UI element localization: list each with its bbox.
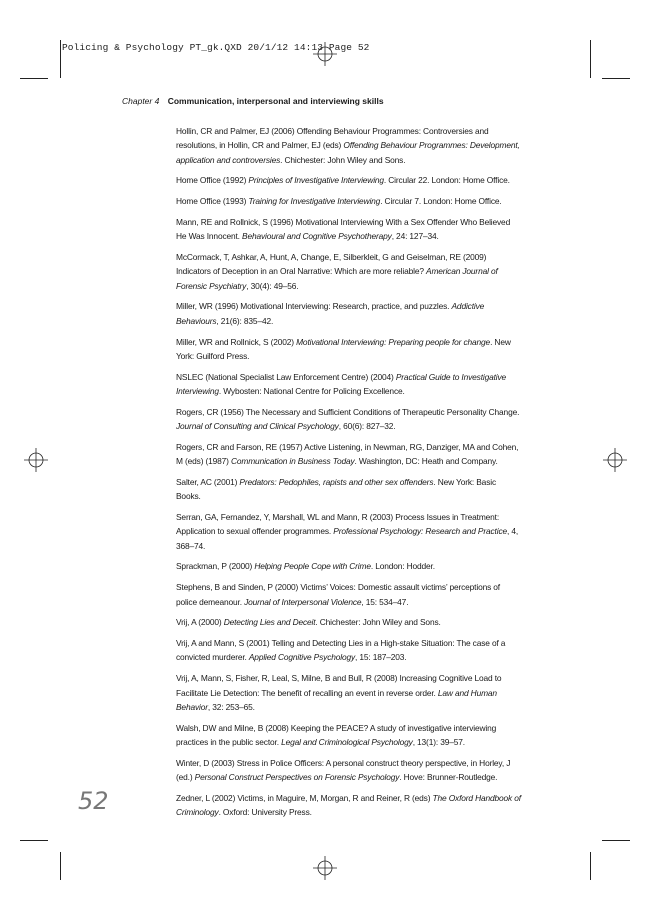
reference-text: . Oxford: University Press. (218, 807, 312, 818)
running-head (122, 96, 384, 106)
reference-text: Hollin, CR and Palmer, EJ (2006) Offending Behaviour Programmes: Controversies and resolutions, in Hollin, CR and Palmer, EJ (eds) (176, 126, 489, 151)
reference-text: . Circular 22. London: Home Office. (383, 175, 510, 186)
crop-mark-bottom-left-vertical (60, 852, 61, 880)
reference-list (176, 124, 522, 826)
reference-text: , 4, 368–74. (176, 526, 519, 551)
reference-text: Miller, WR (1996) Motivational Interviewing: Research, practice, and puzzles. (176, 301, 452, 312)
reference-entry (176, 124, 522, 167)
reference-entry (176, 559, 522, 573)
reference-entry (176, 615, 522, 629)
reference-entry (176, 173, 522, 187)
reference-text: McCormack, T, Ashkar, A, Hunt, A, Change, E, Silberkleit, G and Geiselman, RE (2009) Indicators of Deception in an Oral Narrative: Which are more reliable? (176, 252, 487, 277)
reference-italic-title: Principles of Investigative Interviewing (248, 175, 384, 186)
reference-entry (176, 580, 522, 609)
reference-entry (176, 370, 522, 399)
reference-italic-title: Communication in Business Today (231, 456, 355, 467)
reference-text: Serran, GA, Fernandez, Y, Marshall, WL and Mann, R (2003) Process Issues in Treatment: Application to sexual offender programmes. (176, 512, 500, 537)
reference-entry (176, 475, 522, 504)
reference-text: . Circular 7. London: Home Office. (380, 196, 502, 207)
reference-text: Home Office (1993) (176, 196, 249, 207)
crop-mark-bottom-right-horizontal (602, 840, 630, 841)
chapter-label: Chapter 4 (122, 96, 160, 106)
reference-italic-title: Predators: Pedophiles, rapists and other sex offenders (239, 476, 434, 487)
reference-text: . Wybosten: National Centre for Policing Excellence. (218, 385, 405, 396)
reference-italic-title: American Journal of Forensic Psychiatry (176, 266, 498, 291)
crop-mark-bottom-left-horizontal (20, 840, 48, 841)
reference-italic-title: Training for Investigative Interviewing (248, 196, 381, 207)
reference-entry (176, 636, 522, 665)
reference-italic-title: Addictive Behaviours (176, 301, 485, 326)
reference-entry (176, 440, 522, 469)
registration-mark-top-icon (313, 42, 337, 66)
registration-mark-bottom-icon (313, 856, 337, 880)
crop-mark-top-right-horizontal (602, 78, 630, 79)
reference-text: , 60(6): 827–32. (338, 421, 396, 432)
reference-text: Home Office (1992) (176, 175, 249, 186)
reference-italic-title: Offending Behaviour Programmes: Development, application and controversies (176, 140, 520, 165)
reference-text: Miller, WR and Rollnick, S (2002) (176, 336, 297, 347)
reference-text: Rogers, CR and Farson, RE (1957) Active Listening, in Newman, RG, Danziger, MA and Cohen, M (eds) (1987) (176, 441, 519, 467)
reference-entry (176, 299, 522, 328)
reference-text: Salter, AC (2001) (176, 476, 240, 487)
reference-entry (176, 250, 522, 293)
reference-text: Stephens, B and Sinden, P (2000) Victims’ Voices: Domestic assault victims’ perceptions of police demeanour. (176, 582, 500, 607)
reference-entry (176, 791, 522, 820)
crop-mark-bottom-right-vertical (590, 852, 591, 880)
reference-entry (176, 405, 522, 434)
reference-text: Vrij, A, Mann, S, Fisher, R, Leal, S, Milne, B and Bull, R (2008) Increasing Cognitive Load to Facilitate Lie Detection: The benefit of recalling an event in reverse order. (176, 673, 502, 698)
reference-text: Sprackman, P (2000) (176, 561, 255, 572)
reference-text: . Chichester: John Wiley and Sons. (280, 154, 406, 165)
reference-italic-title: Helping People Cope with Crime (254, 561, 371, 572)
reference-entry (176, 510, 522, 553)
reference-text: , 30(4): 49–56. (246, 280, 299, 291)
crop-mark-top-left-horizontal (20, 78, 48, 79)
reference-italic-title: Journal of Consulting and Clinical Psychology (176, 421, 339, 432)
reference-italic-title: Motivational Interviewing: Preparing people for change (296, 336, 491, 347)
reference-italic-title: Legal and Criminological Psychology (281, 736, 413, 747)
page-number: 52 (78, 787, 109, 815)
reference-text: . London: Hodder. (370, 561, 435, 572)
reference-entry (176, 194, 522, 208)
reference-italic-title: Detecting Lies and Deceit (223, 617, 316, 628)
reference-entry (176, 721, 522, 750)
reference-text: , 32: 253–65. (207, 701, 255, 712)
reference-text: . Hove: Brunner-Routledge. (399, 771, 498, 782)
reference-text: . New York: Basic Books. (176, 476, 496, 502)
chapter-title: Communication, interpersonal and interviewing skills (167, 96, 384, 106)
reference-italic-title: Professional Psychology: Research and Practice (333, 526, 507, 537)
reference-text: , 15: 187–203. (355, 652, 407, 663)
reference-entry (176, 215, 522, 244)
reference-text: Mann, RE and Rollnick, S (1996) Motivational Interviewing With a Sex Offender Who Believed He Was Innocent. (176, 216, 511, 242)
reference-text: . New York: Guilford Press. (176, 336, 511, 361)
registration-mark-left-icon (24, 448, 48, 472)
reference-italic-title: The Oxford Handbook of Criminology (176, 792, 521, 818)
reference-text: Vrij, A and Mann, S (2001) Telling and Detecting Lies in a High-stake Situation: The case of a convicted murderer. (176, 638, 506, 663)
reference-italic-title: Practical Guide to Investigative Interviewing (176, 371, 507, 396)
reference-text: Winter, D (2003) Stress in Police Officers: A personal construct theory perspective, in Horley, J (ed.) (176, 757, 511, 782)
reference-entry (176, 671, 522, 714)
reference-text: , 13(1): 39–57. (412, 736, 465, 747)
reference-text: , 24: 127–34. (391, 231, 439, 242)
reference-italic-title: Applied Cognitive Psychology (248, 652, 356, 663)
reference-text: , 15: 534–47. (361, 596, 409, 607)
crop-mark-top-left-vertical (60, 40, 61, 78)
reference-italic-title: Law and Human Behavior (176, 687, 497, 712)
reference-text: . Chichester: John Wiley and Sons. (315, 617, 441, 628)
reference-entry (176, 756, 522, 785)
reference-text: . Washington, DC: Heath and Company. (354, 456, 498, 467)
reference-text: Zedner, L (2002) Victims, in Maguire, M, Morgan, R and Reiner, R (eds) (176, 792, 433, 803)
registration-mark-right-icon (603, 448, 627, 472)
reference-text: , 21(6): 835–42. (216, 315, 274, 326)
reference-text: NSLEC (National Specialist Law Enforcement Centre) (2004) (176, 371, 396, 382)
reference-italic-title: Behavioural and Cognitive Psychotherapy (242, 231, 392, 242)
crop-mark-top-right-vertical (590, 40, 591, 78)
reference-italic-title: Personal Construct Perspectives on Forensic Psychology (194, 771, 400, 782)
reference-text: Rogers, CR (1956) The Necessary and Sufficient Conditions of Therapeutic Personality Change. (176, 406, 520, 417)
reference-text: Walsh, DW and Milne, B (2008) Keeping the PEACE? A study of investigative interviewing practices in the public sector. (176, 722, 497, 747)
reference-entry (176, 335, 522, 364)
printer-slug: Policing & Psychology PT_gk.QXD 20/1/12 14:13 Page 52 (62, 42, 370, 53)
reference-text: Vrij, A (2000) (176, 617, 224, 628)
reference-italic-title: Journal of Interpersonal Violence (244, 596, 362, 607)
